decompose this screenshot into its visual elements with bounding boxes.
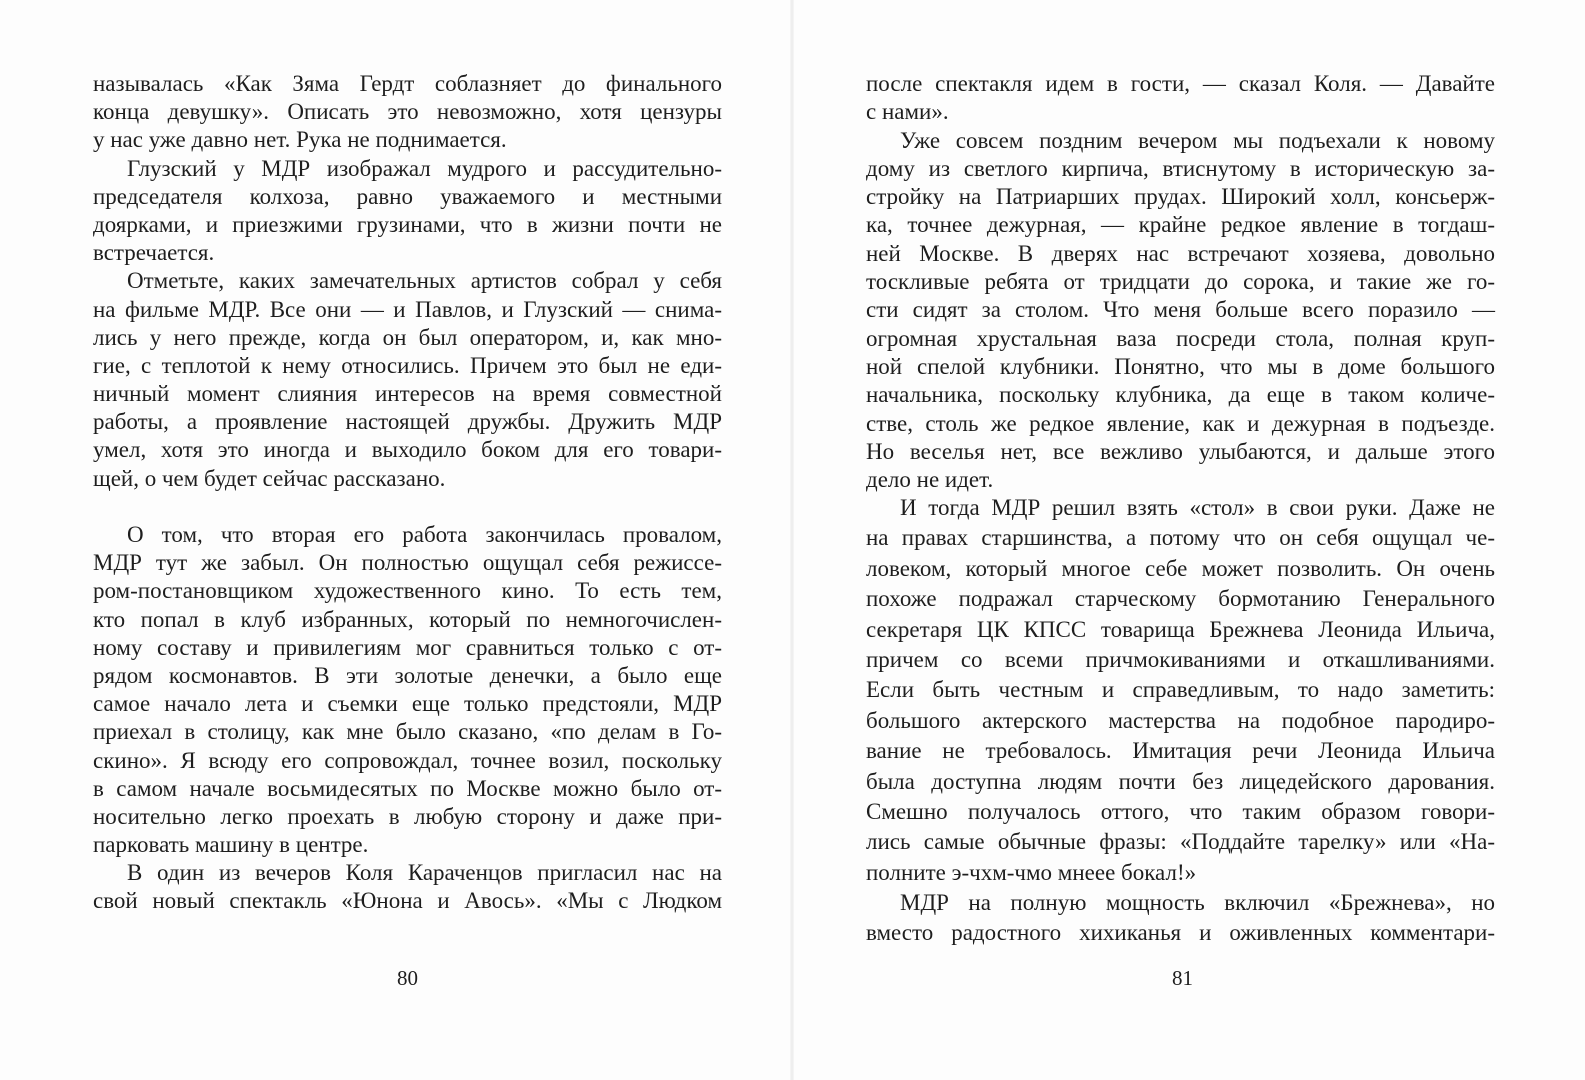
text-block — [93, 521, 722, 916]
text-line: Глузский у МДР изображал мудрого и рассудительно- — [127, 155, 722, 181]
text-line: огромная хрустальная ваза посреди стола, полная круп- — [866, 325, 1495, 351]
text-line: называлась «Как Зяма Гердт соблазняет до финального — [93, 71, 722, 96]
text-line: дому из светлого кирпича, втиснутому в историческую за- — [866, 155, 1495, 181]
page-number: 80 — [397, 966, 418, 990]
text-line: лись у него прежде, когда он был оператором, и, как мно- — [93, 324, 722, 350]
text-line: И тогда МДР решил взять «стол» в свои руки. Даже не — [900, 495, 1495, 520]
paragraph — [93, 859, 722, 915]
paragraph — [93, 521, 722, 859]
text-line: конца девушку». Описать это невозможно, хотя цензуры — [93, 99, 722, 125]
text-line: дело не идет. — [866, 467, 994, 493]
text-line: ничный момент слияния интересов на время совместной — [93, 381, 722, 407]
text-line: Но веселья нет, все вежливо улыбаются, и дальше этого — [866, 438, 1495, 464]
text-line: в самом начале восьмидесятых по Москве можно было от- — [93, 775, 722, 801]
text-line: работы, а проявление настоящей дружбы. Дружить МДР — [93, 409, 722, 435]
text-line: МДР на полную мощность включил «Брежнева», но — [900, 890, 1495, 916]
text-line: свой новый спектакль «Юнона и Авось». «Мы с Людком — [93, 888, 722, 914]
text-line: секретаря ЦК КПСС товарища Брежнева Леонида Ильича, — [866, 616, 1495, 642]
text-line: приехал в столицу, как мне было сказано, «по делам в Го- — [93, 719, 722, 745]
right-page — [794, 0, 1585, 1080]
text-line: ка, точнее дежурная, — крайне редкое явление в тогдаш- — [866, 212, 1495, 238]
paragraph — [866, 127, 1495, 495]
text-line: щей, о чем будет сейчас рассказано. — [93, 465, 446, 491]
text-line: ловеком, который многое себе может позволить. Он очень — [866, 555, 1495, 581]
text-line: с нами». — [866, 99, 949, 125]
text-line: стве, столь же редкое явление, как и дежурная в подъезде. — [866, 410, 1495, 436]
text-line: Уже совсем поздним вечером мы подъехали к новому — [900, 127, 1495, 153]
text-line: у нас уже давно нет. Рука не поднимается. — [93, 127, 507, 153]
text-line: носительно легко проехать в любую сторону и даже при- — [93, 803, 722, 829]
text-block — [866, 70, 1495, 494]
text-block — [93, 70, 722, 493]
paragraph — [93, 155, 722, 268]
text-line: парковать машину в центре. — [93, 832, 369, 858]
text-line: кто попал в клуб избранных, который по немногочислен- — [93, 606, 722, 632]
text-line: похоже подражал старческому бормотанию Генерального — [866, 586, 1495, 612]
text-line: тоскливые ребята от тридцати до сорока, и такие же го- — [866, 269, 1495, 295]
text-line: гие, с теплотой к нему относились. Причем это был не еди- — [93, 352, 722, 378]
text-line: председателя колхоза, равно уважаемого и местными — [93, 183, 722, 209]
text-line: скино». Я всюду его сопровождал, точнее возил, поскольку — [93, 747, 722, 773]
text-line: Если быть честным и справедливым, то надо заметить: — [866, 677, 1495, 703]
text-line: встречается. — [93, 240, 215, 266]
text-line: большого актерского мастерства на подобное пародиро- — [866, 707, 1495, 733]
text-line: Смешно получалось оттого, что таким образом говори- — [866, 798, 1495, 824]
text-line: начальника, поскольку клубника, да еще в таком количе- — [866, 382, 1495, 408]
text-line: ному составу и привилегиям мог сравниться только с от- — [93, 634, 722, 660]
paragraph — [93, 70, 722, 155]
text-line: вание не требовалось. Имитация речи Леонида Ильича — [866, 738, 1495, 764]
text-line: ной спелой клубники. Понятно, что мы в доме большого — [866, 353, 1495, 379]
text-line: ром-постановщиком художественного кино. То есть тем, — [93, 578, 722, 604]
text-line: МДР тут же забыл. Он полностью ощущал себя режиссе- — [93, 550, 722, 576]
text-line: доярками, и приезжими грузинами, что в жизни почти не — [93, 211, 722, 237]
text-line: полните э-чхм-чмо мнеее бокал!» — [866, 859, 1197, 885]
paragraph — [866, 888, 1495, 949]
text-line: рядом космонавтов. В эти золотые денечки, а было еще — [93, 662, 722, 688]
text-line: на правах старшинства, а потому что он себя ощущал че- — [866, 525, 1495, 551]
text-line: О том, что вторая его работа закончилась провалом, — [127, 522, 722, 547]
text-line: на фильме МДР. Все они — и Павлов, и Глузский — снима- — [93, 296, 722, 322]
text-line: лись самые обычные фразы: «Поддайте тарелку» или «На- — [866, 829, 1495, 855]
paragraph — [866, 493, 1495, 888]
page-number: 81 — [1172, 966, 1193, 990]
paragraph — [93, 267, 722, 493]
text-line: после спектакля идем в гости, — сказал Коля. — Давайте — [866, 71, 1495, 96]
text-line: умел, хотя это иногда и выходило боком для его товари- — [93, 437, 722, 463]
text-line: сти сидят за столом. Что меня больше всего поразило — — [866, 297, 1495, 323]
text-line: В один из вечеров Коля Караченцов пригласил нас на — [127, 860, 722, 886]
text-line: самое начало лета и съемки еще только предстояли, МДР — [93, 691, 722, 717]
text-line: Отметьте, каких замечательных артистов собрал у себя — [127, 268, 722, 294]
text-line: ней Москве. В дверях нас встречают хозяева, довольно — [866, 240, 1495, 266]
paragraph — [866, 70, 1495, 127]
text-line: стройку на Патриарших прудах. Широкий холл, консьерж- — [866, 184, 1495, 210]
text-block — [866, 493, 1495, 949]
text-line: вместо радостного хихиканья и оживленных комментари- — [866, 920, 1495, 946]
text-line: была доступна людям почти без лицедейского дарования. — [866, 768, 1495, 794]
text-line: причем со всеми причмокиваниями и откашливаниями. — [866, 646, 1495, 672]
left-page — [0, 0, 790, 1080]
